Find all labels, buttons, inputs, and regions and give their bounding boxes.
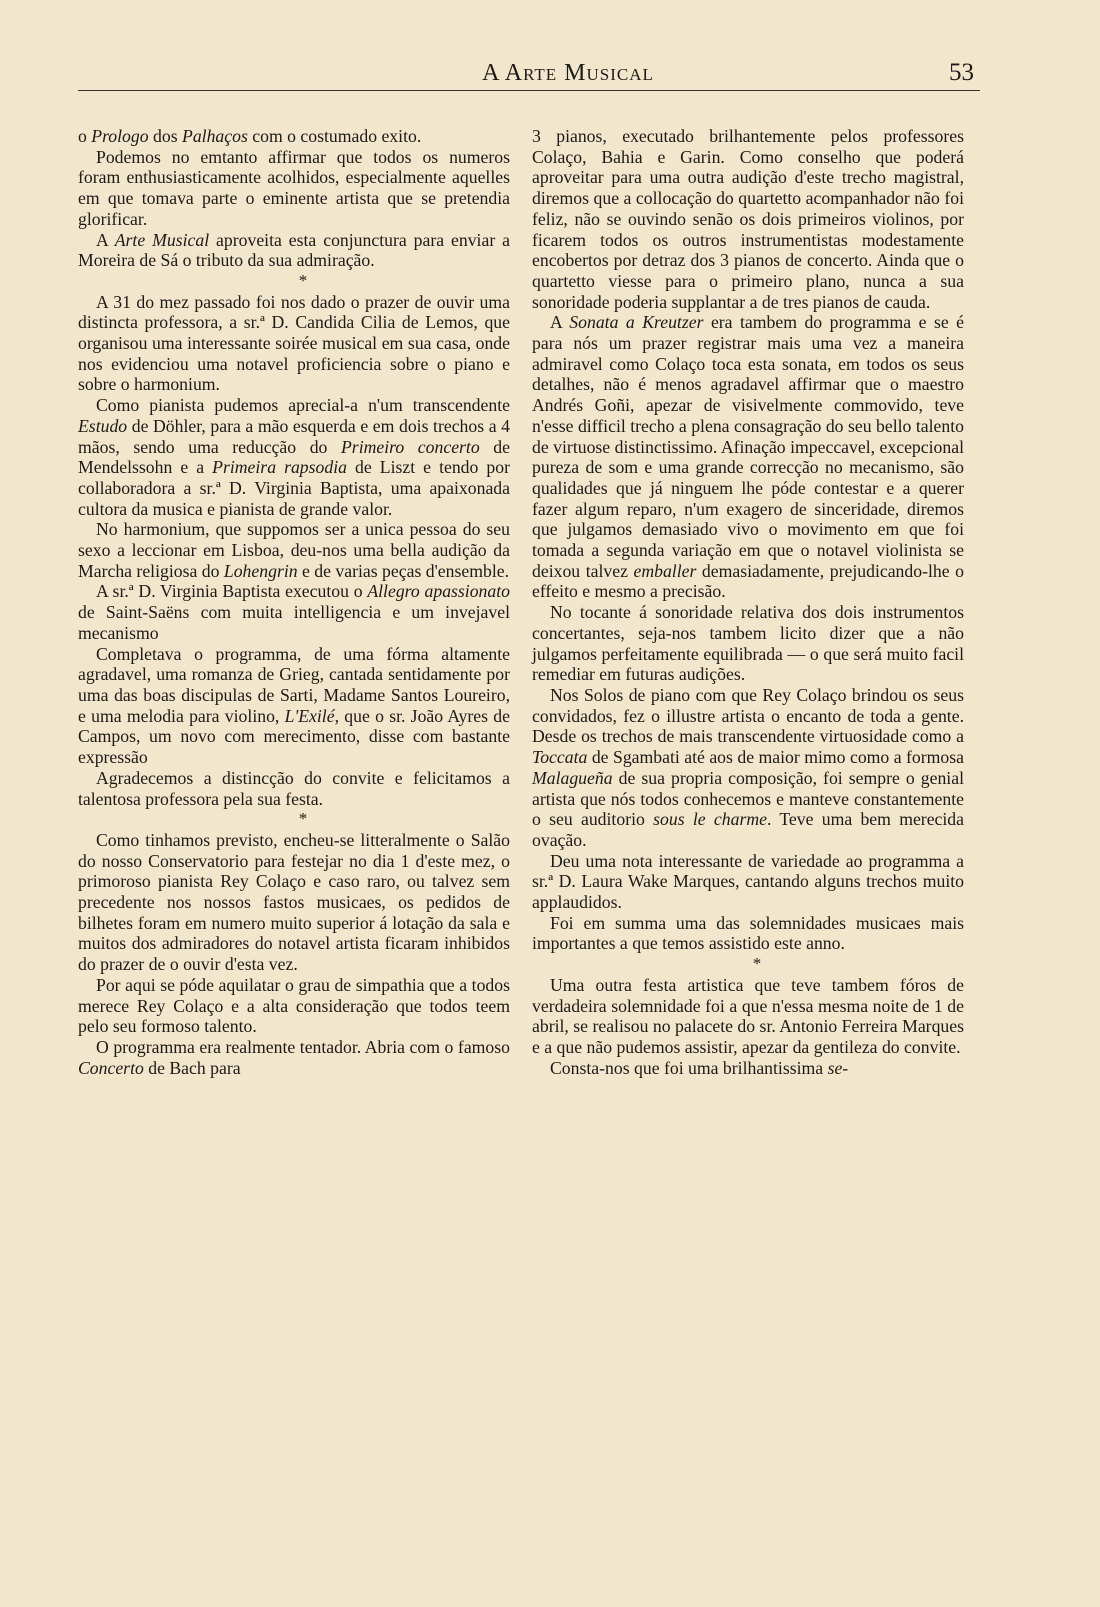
paragraph: Por aqui se póde aquilatar o grau de simpathia que a todos merece Rey Colaço e a alta consideração que todos teem pelo seu formoso talento. (78, 974, 510, 1037)
paragraph: Completava o programma, de uma fórma altamente agradavel, uma romanza de Grieg, cantada sentidamente por uma das boas discipulas de Sarti, Madame Santos Loureiro, e uma melodia para violino, L'Exilé, que o sr. João Ayres de Campos, um novo com merecimento, disse com bastante expressão (78, 643, 510, 768)
paragraph: Podemos no emtanto affirmar que todos os numeros foram enthusiasticamente acolhidos, especialmente aquelles em que tomava parte o eminente artista que se pretendia glorificar. (78, 146, 510, 229)
paragraph: Como tinhamos previsto, encheu-se litteralmente o Salão do nosso Conservatorio para festejar no dia 1 d'este mez, o primoroso pianista Rey Colaço e caso raro, ou talvez sem precedente nos nossos fastos musicaes, os pedidos de bilhetes foram em numero muito superior á lotação da sala e muitos dos admiradores do notavel artista ficaram inhibidos do prazer de o ouvir d'esta vez. (78, 829, 510, 975)
section-separator: * (298, 809, 308, 829)
paragraph: Agradecemos a distincção do convite e felicitamos a talentosa professora pela sua festa. (78, 767, 510, 809)
paragraph: No harmonium, que suppomos ser a unica pessoa do seu sexo a leccionar em Lisboa, deu-nos uma bella audição da Marcha religiosa do Lohengrin e de varias peças d'ensemble. (78, 519, 510, 581)
right-column (532, 126, 964, 1078)
paragraph: No tocante á sonoridade relativa dos dois instrumentos concertantes, seja-nos tambem licito dizer que a não julgamos perfeitamente equilibrada — o que será muito facil remediar em futuras audições. (532, 602, 964, 685)
paragraph: Consta-nos que foi uma brilhantissima se- (550, 1057, 849, 1078)
paragraph: Foi em summa uma das solemnidades musicaes mais importantes a que temos assistido este anno. (532, 912, 964, 954)
journal-title: A Arte Musical (482, 60, 654, 86)
section-separator: * (298, 270, 308, 290)
paragraph: A Sonata a Kreutzer era tambem do programma e se é para nós um prazer registrar mais uma vez a maneira admiravel como Colaço toca esta sonata, em todos os seus detalhes, não é menos agradavel affirmar que o maestro Andrés Goñi, apezar de visivelmente commovido, teve n'esse difficil trecho a plena consagração do seu bello talento de virtuose distinctissimo. Afinação impeccavel, excepcional pureza de som e uma grande correcção no mecanismo, são qualidades que já ninguem lhe póde contestar e a querer fazer algum reparo, n'um exagero de sinceridade, diremos que julgamos demasiado vivo o movimento em que foi tomada a segunda variação em que o notavel violinista se deixou talvez emballer demasiadamente, prejudicando-lhe o effeito e mesmo a precisão. (532, 312, 965, 602)
paragraph: Nos Solos de piano com que Rey Colaço brindou os seus convidados, fez o illustre artista o encanto de toda a gente. Desde os trechos de mais transcendente virtuosidade como a Toccata de Sgambati até aos de maior mimo como a formosa Malagueña de sua propria composição, foi sempre o genial artista que nós todos conhecemos e manteve constantemente o seu auditorio sous le charme. Teve uma bem merecida ovação. (532, 684, 964, 850)
paragraph: Uma outra festa artistica que teve tambem fóros de verdadeira solemnidade foi a que n'essa mesma noite de 1 de abril, se realisou no palacete do sr. Antonio Ferreira Marques e a que não pudemos assistir, apezar da gentileza do convite. (532, 974, 964, 1057)
paragraph: Deu uma nota interessante de variedade ao programma a sr.ª D. Laura Wake Marques, cantando alguns trechos muito applaudidos. (532, 850, 964, 913)
paragraph: o Prologo dos Palhaços com o costumado exito. (78, 126, 422, 146)
paragraph: A sr.ª D. Virginia Baptista executou o Allegro apassionato de Saint-Saëns com muita intelligencia e um invejavel mecanismo (78, 581, 511, 643)
paragraph: A Arte Musical aproveita esta conjunctura para enviar a Moreira de Sá o tributo da sua admiração. (78, 229, 510, 271)
left-column (78, 126, 510, 1078)
running-header (78, 56, 980, 91)
paragraph: 3 pianos, executado brilhantemente pelos professores Colaço, Bahia e Garin. Como conselho que poderá aproveitar para uma outra audição d'este trecho magistral, diremos que a collocação do quartetto acompanhador não foi feliz, não se ouvindo senão os dois primeiros violinos, por ficarem todos os outros instrumentistas modestamente encobertos por detraz dos 3 pianos de concerto. Ainda que o quartetto viesse para o primeiro plano, nunca a sua sonoridade poderia supplantar a de tres pianos de cauda. (532, 126, 964, 312)
section-separator: * (752, 954, 762, 974)
page-number: 53 (949, 59, 974, 86)
paragraph: A 31 do mez passado foi nos dado o prazer de ouvir uma distincta professora, a sr.ª D. Candida Cilia de Lemos, que organisou uma interessante soirée musical em sua casa, onde nos evidenciou uma notavel proficiencia sobre o piano e sobre o harmonium. (78, 291, 510, 395)
paragraph: O programma era realmente tentador. Abria com o famoso Concerto de Bach para (78, 1036, 510, 1078)
paragraph: Como pianista pudemos aprecial-a n'um transcendente Estudo de Döhler, para a mão esquerda e em dois trechos a 4 mãos, sendo uma reducção do Primeiro concerto de Mendelssohn e a Primeira rapsodia de Liszt e tendo por collaboradora a sr.ª D. Virginia Baptista, uma apaixonada cultora da musica e pianista de grande valor. (78, 395, 510, 519)
